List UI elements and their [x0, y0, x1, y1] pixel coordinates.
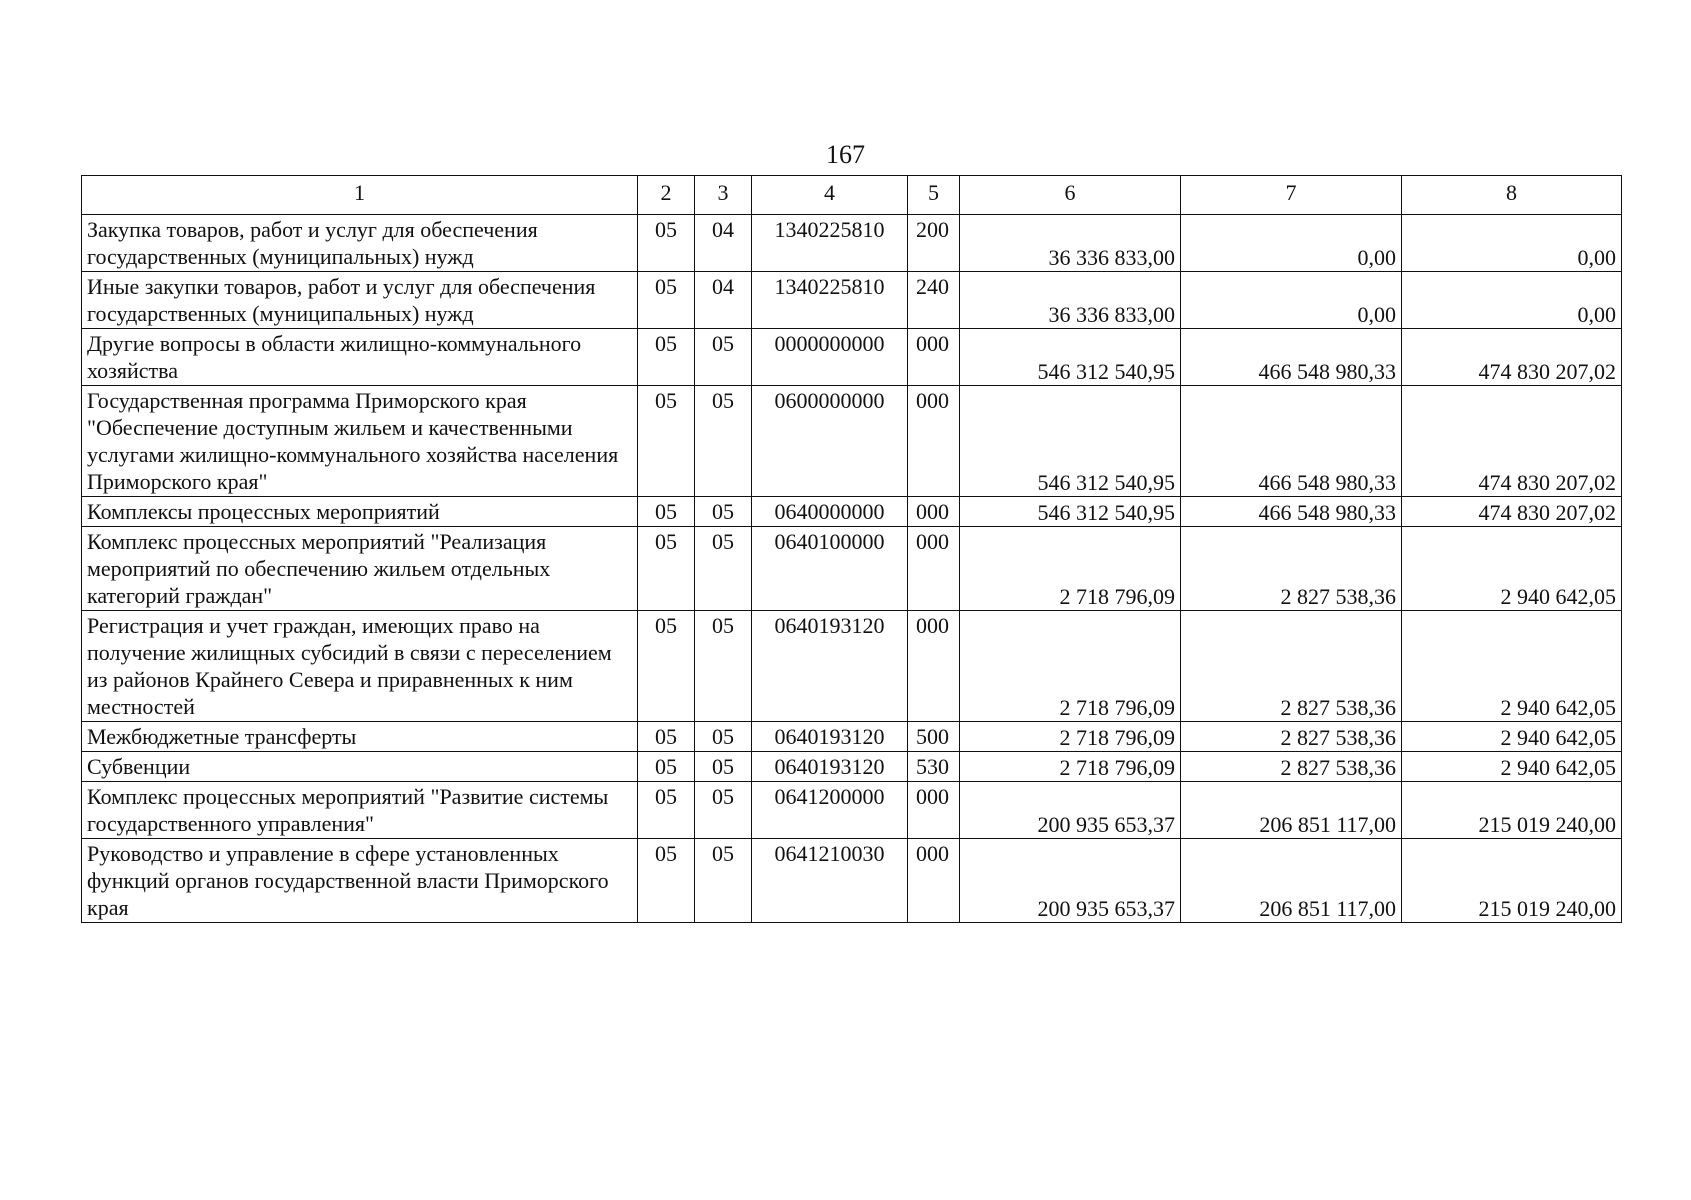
amount-col8: 474 830 207,02 — [1402, 497, 1622, 527]
amount-col7: 466 548 980,33 — [1181, 329, 1402, 386]
section-code: 05 — [638, 722, 695, 752]
amount-col7: 2 827 538,36 — [1181, 722, 1402, 752]
item-name: Субвенции — [82, 752, 638, 782]
amount-col8: 474 830 207,02 — [1402, 329, 1622, 386]
target-article-code: 0640193120 — [752, 611, 908, 722]
item-name: Комплексы процессных мероприятий — [82, 497, 638, 527]
target-article-code: 0600000000 — [752, 386, 908, 497]
amount-col7: 2 827 538,36 — [1181, 527, 1402, 611]
table-row — [82, 722, 1622, 752]
section-code: 05 — [638, 839, 695, 923]
amount-col7: 2 827 538,36 — [1181, 752, 1402, 782]
section-code: 05 — [638, 782, 695, 839]
target-article-code: 0640100000 — [752, 527, 908, 611]
item-name: Иные закупки товаров, работ и услуг для обеспечения государственных (муниципальных) нужд — [82, 272, 638, 329]
amount-col7: 206 851 117,00 — [1181, 839, 1402, 923]
amount-col6: 2 718 796,09 — [960, 527, 1181, 611]
expense-type-code: 000 — [908, 497, 960, 527]
amount-col6: 2 718 796,09 — [960, 752, 1181, 782]
amount-col7: 2 827 538,36 — [1181, 611, 1402, 722]
item-name: Закупка товаров, работ и услуг для обеспечения государственных (муниципальных) нужд — [82, 215, 638, 272]
subsection-code: 05 — [695, 329, 752, 386]
expense-type-code: 000 — [908, 782, 960, 839]
target-article-code: 1340225810 — [752, 215, 908, 272]
target-article-code: 0640193120 — [752, 722, 908, 752]
amount-col8: 2 940 642,05 — [1402, 752, 1622, 782]
table-row — [82, 272, 1622, 329]
subsection-code: 05 — [695, 611, 752, 722]
expense-type-code: 000 — [908, 839, 960, 923]
subsection-code: 05 — [695, 782, 752, 839]
column-header: 4 — [752, 176, 908, 215]
amount-col6: 200 935 653,37 — [960, 839, 1181, 923]
table-row — [82, 527, 1622, 611]
column-header: 6 — [960, 176, 1181, 215]
item-name: Комплекс процессных мероприятий "Развитие системы государственного управления" — [82, 782, 638, 839]
item-name: Государственная программа Приморского края "Обеспечение доступным жильем и качественными услугами жилищно-коммунального хозяйства населения Приморского края" — [82, 386, 638, 497]
item-name: Межбюджетные трансферты — [82, 722, 638, 752]
subsection-code: 04 — [695, 215, 752, 272]
section-code: 05 — [638, 272, 695, 329]
target-article-code: 0640193120 — [752, 752, 908, 782]
item-name: Регистрация и учет граждан, имеющих право на получение жилищных субсидий в связи с переселением из районов Крайнего Севера и приравненных к ним местностей — [82, 611, 638, 722]
column-header: 5 — [908, 176, 960, 215]
amount-col7: 0,00 — [1181, 215, 1402, 272]
expense-type-code: 000 — [908, 611, 960, 722]
amount-col8: 0,00 — [1402, 215, 1622, 272]
column-header: 1 — [82, 176, 638, 215]
table-row — [82, 782, 1622, 839]
amount-col8: 474 830 207,02 — [1402, 386, 1622, 497]
table-header-row — [82, 176, 1622, 215]
amount-col6: 2 718 796,09 — [960, 722, 1181, 752]
budget-table — [81, 175, 1622, 923]
section-code: 05 — [638, 215, 695, 272]
amount-col8: 2 940 642,05 — [1402, 611, 1622, 722]
subsection-code: 05 — [695, 752, 752, 782]
target-article-code: 0641210030 — [752, 839, 908, 923]
page-number: 167 — [826, 140, 865, 169]
expense-type-code: 000 — [908, 386, 960, 497]
table-row — [82, 329, 1622, 386]
section-code: 05 — [638, 329, 695, 386]
table-row — [82, 611, 1622, 722]
amount-col6: 200 935 653,37 — [960, 782, 1181, 839]
amount-col8: 2 940 642,05 — [1402, 527, 1622, 611]
amount-col6: 36 336 833,00 — [960, 272, 1181, 329]
expense-type-code: 000 — [908, 527, 960, 611]
section-code: 05 — [638, 386, 695, 497]
amount-col6: 36 336 833,00 — [960, 215, 1181, 272]
section-code: 05 — [638, 497, 695, 527]
expense-type-code: 500 — [908, 722, 960, 752]
amount-col8: 0,00 — [1402, 272, 1622, 329]
column-header: 8 — [1402, 176, 1622, 215]
table-row — [82, 215, 1622, 272]
amount-col7: 466 548 980,33 — [1181, 386, 1402, 497]
subsection-code: 05 — [695, 497, 752, 527]
amount-col7: 466 548 980,33 — [1181, 497, 1402, 527]
subsection-code: 05 — [695, 386, 752, 497]
subsection-code: 05 — [695, 722, 752, 752]
amount-col7: 0,00 — [1181, 272, 1402, 329]
expense-type-code: 530 — [908, 752, 960, 782]
amount-col6: 2 718 796,09 — [960, 611, 1181, 722]
target-article-code: 0640000000 — [752, 497, 908, 527]
item-name: Руководство и управление в сфере установленных функций органов государственной власти Приморского края — [82, 839, 638, 923]
target-article-code: 0641200000 — [752, 782, 908, 839]
amount-col8: 215 019 240,00 — [1402, 839, 1622, 923]
section-code: 05 — [638, 752, 695, 782]
column-header: 2 — [638, 176, 695, 215]
table-row — [82, 752, 1622, 782]
section-code: 05 — [638, 611, 695, 722]
column-header: 7 — [1181, 176, 1402, 215]
section-code: 05 — [638, 527, 695, 611]
amount-col8: 2 940 642,05 — [1402, 722, 1622, 752]
subsection-code: 04 — [695, 272, 752, 329]
item-name: Другие вопросы в области жилищно-коммунального хозяйства — [82, 329, 638, 386]
expense-type-code: 000 — [908, 329, 960, 386]
target-article-code: 1340225810 — [752, 272, 908, 329]
amount-col8: 215 019 240,00 — [1402, 782, 1622, 839]
column-header: 3 — [695, 176, 752, 215]
expense-type-code: 200 — [908, 215, 960, 272]
amount-col6: 546 312 540,95 — [960, 386, 1181, 497]
amount-col6: 546 312 540,95 — [960, 497, 1181, 527]
table-row — [82, 386, 1622, 497]
table-row — [82, 497, 1622, 527]
subsection-code: 05 — [695, 527, 752, 611]
table-row — [82, 839, 1622, 923]
expense-type-code: 240 — [908, 272, 960, 329]
target-article-code: 0000000000 — [752, 329, 908, 386]
amount-col6: 546 312 540,95 — [960, 329, 1181, 386]
item-name: Комплекс процессных мероприятий "Реализация мероприятий по обеспечению жильем отдельных категорий граждан" — [82, 527, 638, 611]
subsection-code: 05 — [695, 839, 752, 923]
amount-col7: 206 851 117,00 — [1181, 782, 1402, 839]
